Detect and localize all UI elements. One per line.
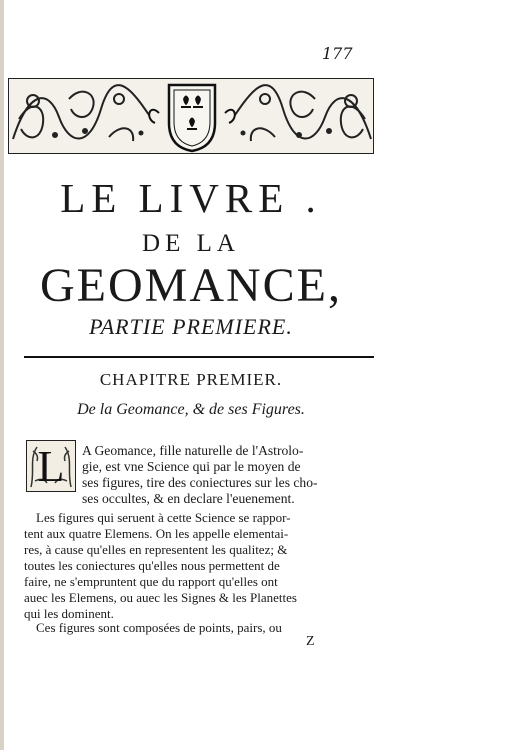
text-line: A Geomance, fille naturelle de l'Astrolo- <box>82 443 304 458</box>
chapter-heading: CHAPITRE PREMIER. <box>99 370 283 389</box>
signature-mark: Z <box>306 634 315 649</box>
book-title-line2: DE LA <box>142 230 240 257</box>
title-le-livre: LE LIVRE <box>60 175 290 221</box>
text-line: gie, est vne Science qui par le moyen de <box>82 459 301 474</box>
ornamental-headpiece <box>8 78 374 154</box>
text-line: res, à cause qu'elles en representent les qualitez; & <box>24 542 288 557</box>
book-part-title: PARTIE PREMIERE. <box>89 314 293 339</box>
page-edge <box>0 0 4 750</box>
drop-cap-letter: L <box>37 442 65 491</box>
text-line: Les figures qui seruent à cette Science se rappor- <box>36 510 291 525</box>
text-line: toutes les coniectures qu'elles nous permettent de <box>24 558 280 573</box>
text-line: faire, ne s'empruntent que du rapport qu'elles ont <box>24 574 278 589</box>
text-line: auec les Elemens, ou auec les Signes & les Planettes <box>24 590 297 605</box>
text-line: ses occultes, & en declare l'euenement. <box>82 491 295 506</box>
text-line: ses figures, tire des coniectures sur les cho- <box>82 475 318 490</box>
book-title-line1 <box>8 174 374 222</box>
text-line: tent aux quatre Elemens. On les appelle elementai- <box>24 526 289 541</box>
text-line: Ces figures sont composées de points, pairs, ou <box>36 620 282 635</box>
book-title-line3: GEOMANCE, <box>40 259 342 312</box>
page-number: 177 <box>322 44 353 63</box>
title-dot: . <box>305 175 322 221</box>
fleur-de-lis-crest-icon <box>149 85 235 151</box>
decorated-initial <box>26 440 76 492</box>
text-line: qui les dominent. <box>24 606 114 621</box>
chapter-subtitle: De la Geomance, & de ses Figures. <box>77 401 305 418</box>
divider-rule <box>24 356 374 358</box>
